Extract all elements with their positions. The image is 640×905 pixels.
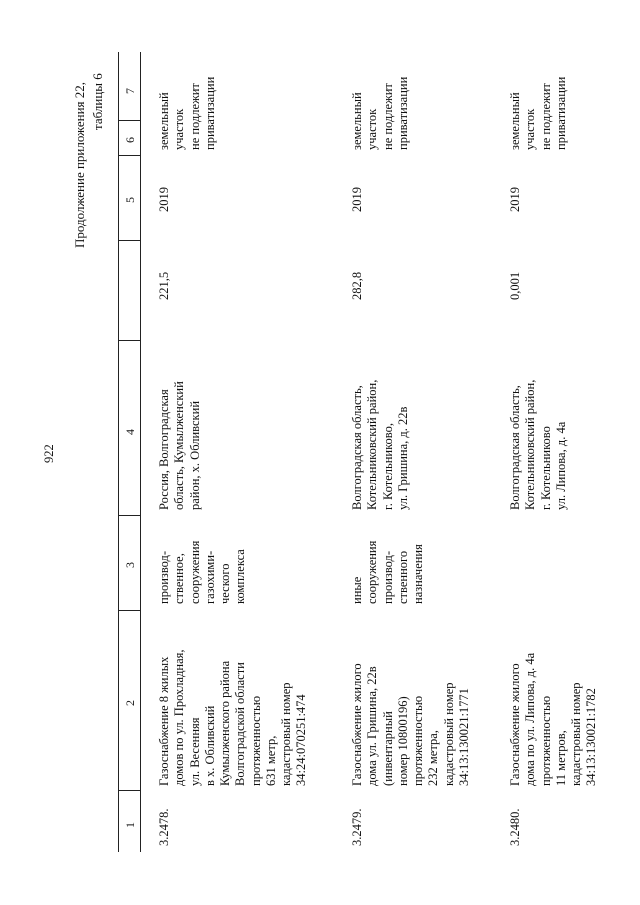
- row-2-number: 3.2479.: [350, 808, 364, 846]
- header-col-3: 3: [123, 562, 137, 568]
- row-3-number: 3.2480.: [508, 808, 522, 846]
- row-2-address: Волгоградская область, Котельниковский район, г. Котельниково, ул. Гришина, д. 22в: [350, 379, 410, 510]
- row-2-purpose: иные сооружения производ- ственного назначения: [350, 540, 425, 604]
- row-2-note: земельный участок не подлежит приватизации: [350, 76, 410, 150]
- row-1-note: земельный участок не подлежит приватизации: [157, 76, 217, 150]
- row-1-year: 2019: [157, 187, 171, 212]
- header-col-1: 1: [123, 822, 137, 828]
- header-col-5: 5: [123, 197, 137, 203]
- row-1-name: Газоснабжение 8 жилых домов по ул. Прохладная, ул. Весенняя в х. Обливский Кумылженского района Волгоградской области протяженностью 631 метр, кадастровый номер 34:24:070251:474: [157, 649, 309, 786]
- continuation-line-1: Продолжение приложения 22,: [72, 81, 87, 248]
- row-3-year: 2019: [508, 187, 522, 212]
- header-col-4: 4: [123, 429, 137, 435]
- page-number: 922: [42, 444, 56, 463]
- row-2-name: Газоснабжение жилого дома ул. Гришина, 22в (инвентарный номер 10800196) протяженностью 232 метра, кадастровый номер 34:13:130021:1771: [350, 663, 471, 786]
- continuation-line-2: таблицы 6: [90, 73, 105, 130]
- header-col-2: 2: [123, 700, 137, 706]
- header-col-6: 6: [123, 137, 137, 143]
- row-3-value: 0,001: [508, 271, 522, 300]
- row-3-note: земельный участок не подлежит приватизации: [508, 76, 568, 150]
- row-1-number: 3.2478.: [157, 808, 171, 846]
- row-3-address: Волгоградская область, Котельниковский район, г. Котельниково ул. Липова, д. 4а: [508, 379, 568, 510]
- row-3-name: Газоснабжение жилого дома по ул. Липова, д. 4а протяженностью 11 метров, кадастровый номер 34:13:130021:1782: [508, 652, 599, 786]
- row-1-address: Россия, Волгоградская область, Кумылженский район, х. Обливский: [157, 381, 202, 510]
- row-2-value: 282,8: [350, 271, 364, 300]
- header-col-7: 7: [123, 88, 137, 94]
- row-1-purpose: производ- ственное, сооружения газохими- ческого комплекса: [157, 540, 248, 604]
- row-1-value: 221,5: [157, 271, 171, 300]
- row-2-year: 2019: [350, 187, 364, 212]
